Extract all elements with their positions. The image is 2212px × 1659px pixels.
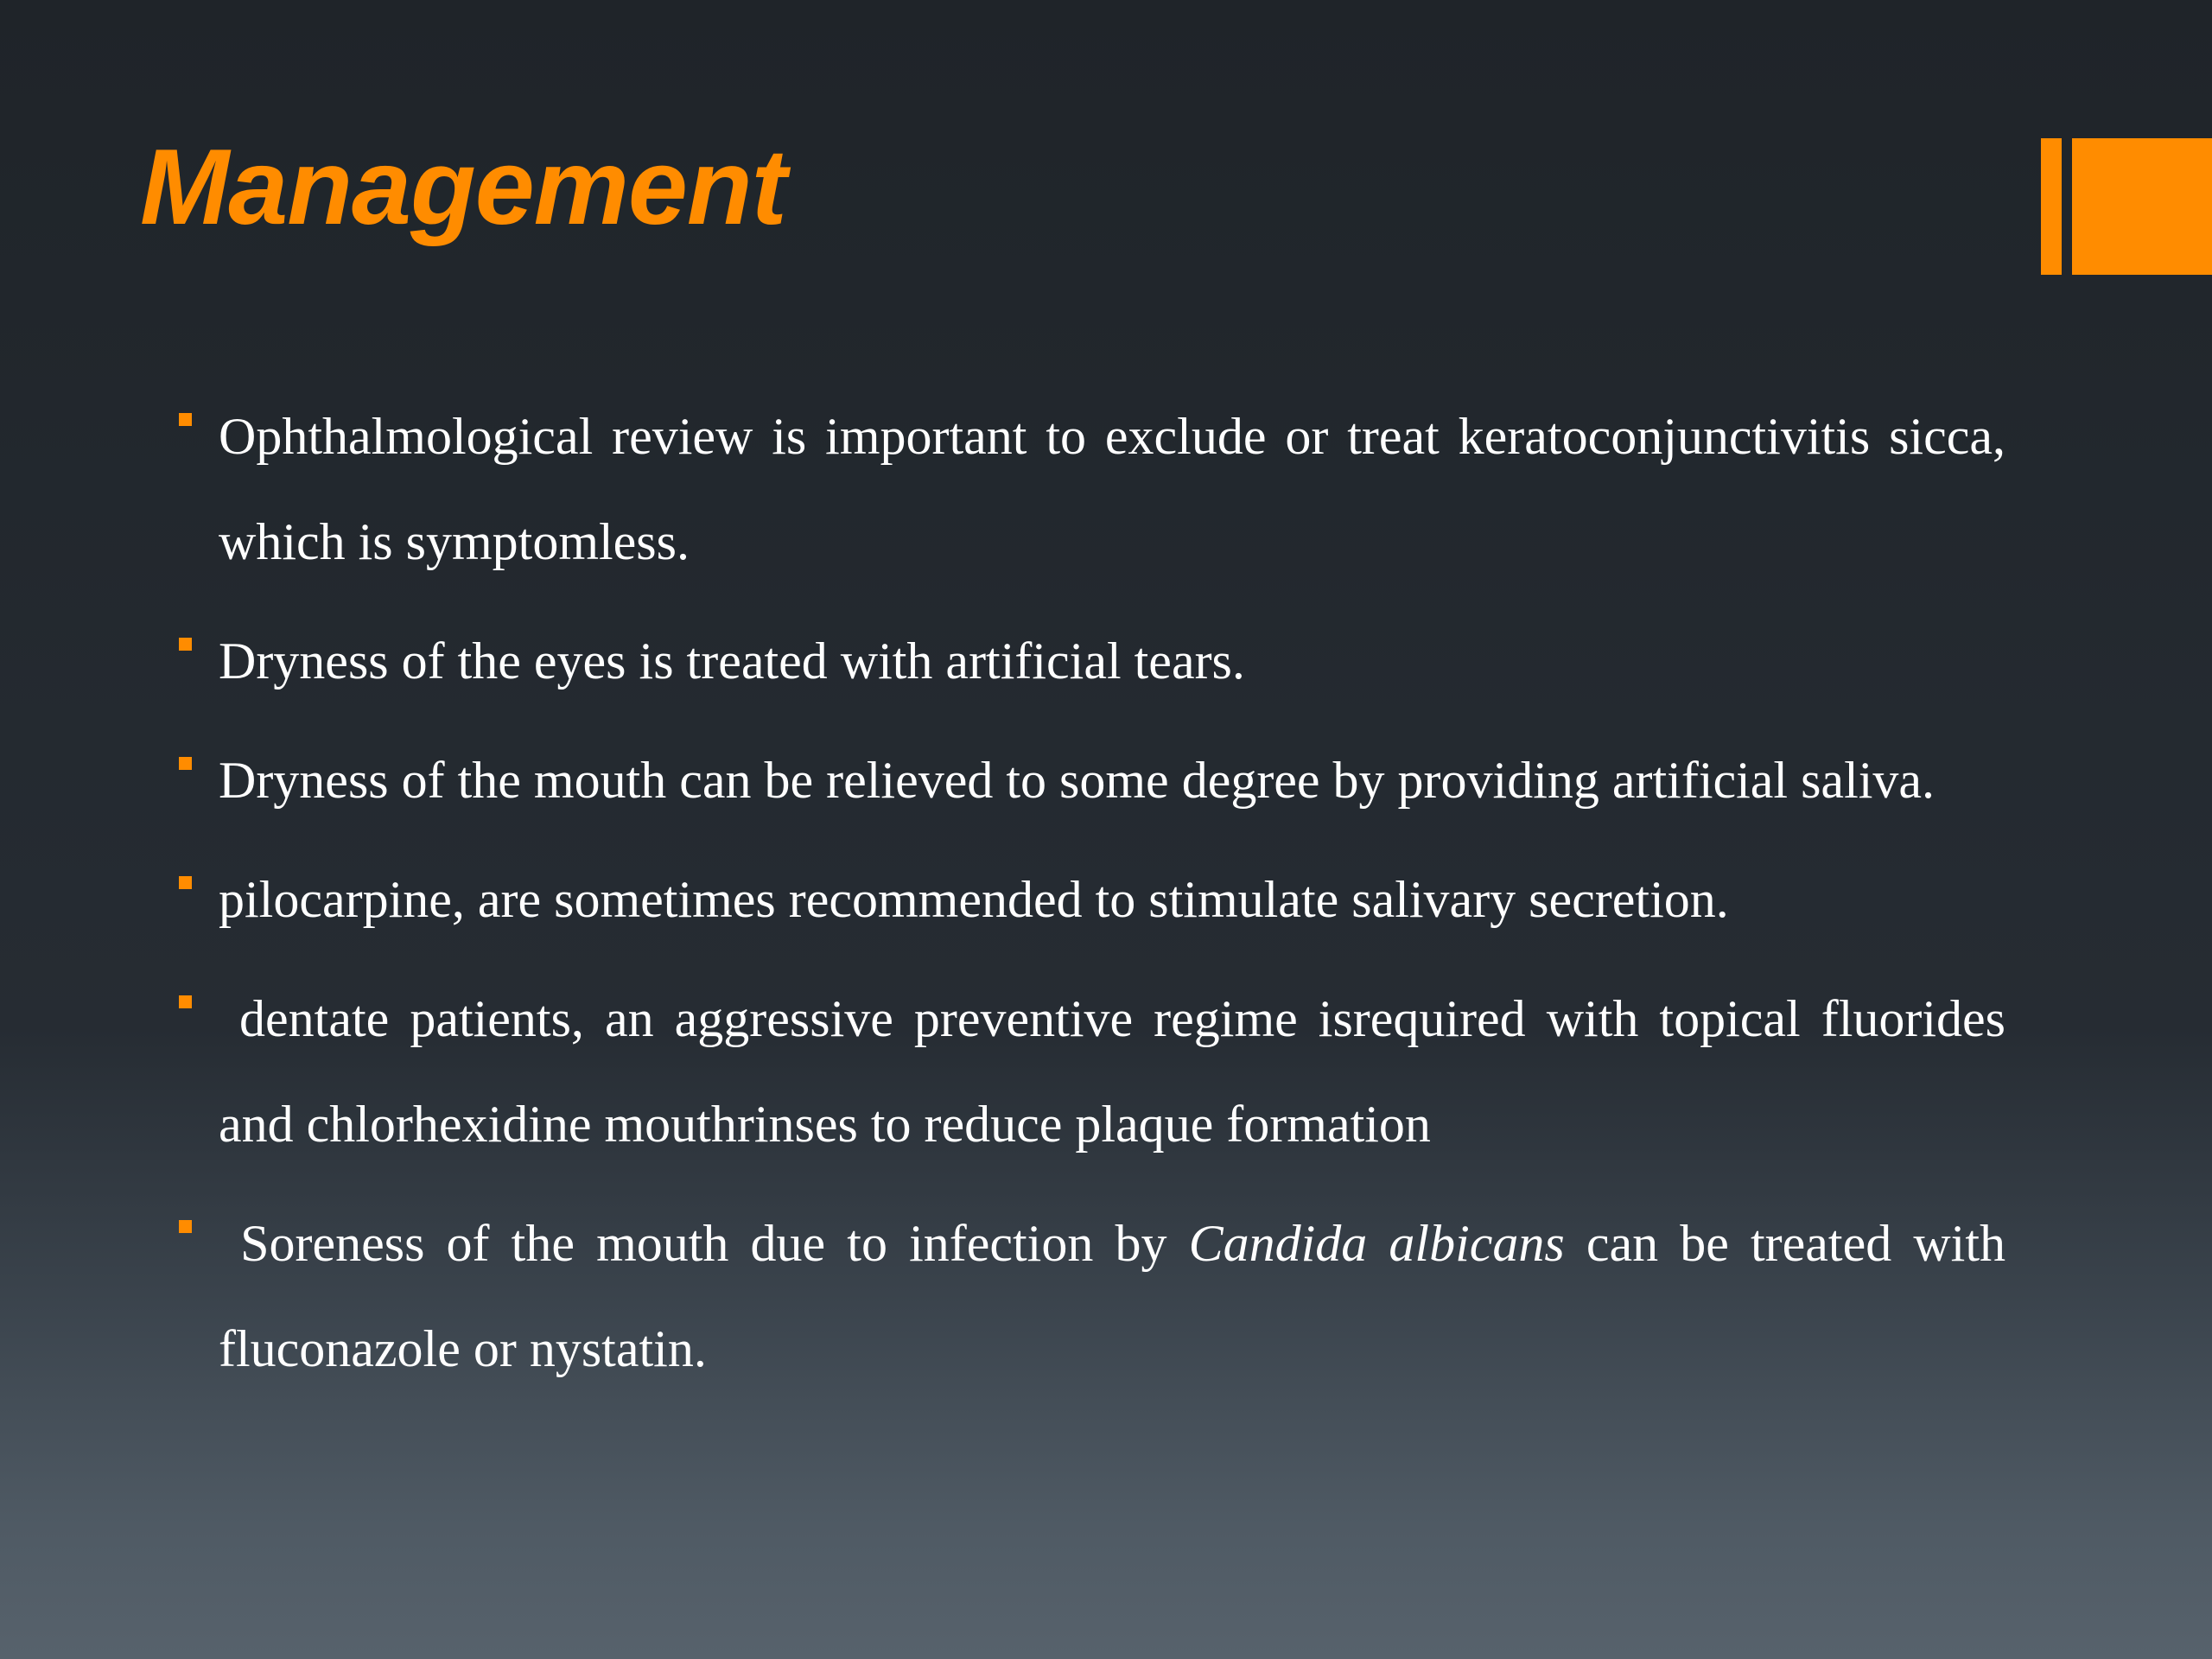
species-name: Candida albicans [1188, 1215, 1565, 1272]
bullet-item [219, 1191, 2005, 1402]
bullet-item [219, 966, 2005, 1177]
bullet-item [219, 728, 2005, 833]
bullet-item [219, 608, 2005, 714]
slide-title: Management [140, 128, 786, 247]
bullet-text-part: Soreness of the mouth due to infection by [240, 1215, 1189, 1272]
square-bullet-icon [179, 413, 192, 426]
bullet-text: Dryness of the mouth can be relieved to some degree by providing artificial saliva. [219, 752, 1936, 809]
bullet-text: dentate patients, an aggressive preventive regime isrequired with topical fluorides and chlorhexidine mouthrinses to reduce plaque formation [219, 990, 2006, 1153]
square-bullet-icon [179, 995, 192, 1008]
square-bullet-icon [179, 1220, 192, 1233]
bullet-text: pilocarpine, are sometimes recommended to stimulate salivary secretion. [219, 871, 1729, 928]
title-accent-bar [2041, 138, 2062, 275]
bullet-list [219, 384, 2005, 1415]
bullet-text: Dryness of the eyes is treated with artificial tears. [219, 632, 1245, 690]
title-accent-block [2072, 138, 2212, 275]
bullet-item [219, 384, 2005, 594]
square-bullet-icon [179, 876, 192, 889]
square-bullet-icon [179, 638, 192, 651]
bullet-text-part: can be treated with fluconazole or nystatin. [219, 1215, 2006, 1377]
bullet-item [219, 847, 2005, 952]
square-bullet-icon [179, 757, 192, 770]
bullet-text: Ophthalmological review is important to exclude or treat keratoconjunctivitis sicca, which is symptomless. [219, 408, 2005, 570]
